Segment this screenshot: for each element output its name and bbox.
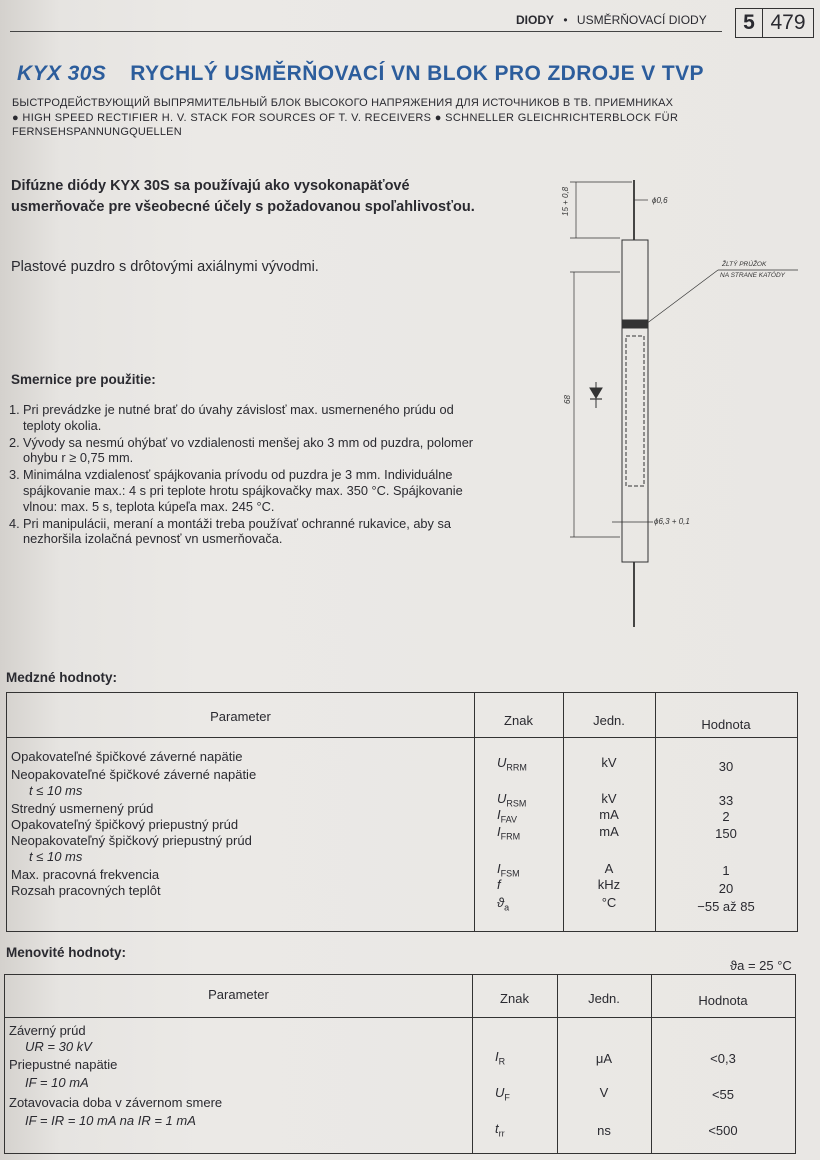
- limits-header-unit: Jedn.: [593, 713, 625, 728]
- ratings-header-value: Hodnota: [698, 993, 748, 1008]
- ratings-header-symbol: Znak: [500, 991, 529, 1006]
- ratings-value: <500: [708, 1123, 738, 1138]
- limits-unit: A: [604, 861, 614, 876]
- limits-value: −55 až 85: [697, 899, 755, 914]
- stripe-label-1: ŽLTÝ PRÚŽOK: [722, 261, 767, 268]
- running-header: [516, 13, 707, 27]
- header-section: DIODY: [516, 13, 555, 27]
- ratings-symbol: $I_R$: [495, 1049, 506, 1067]
- page-title: [17, 62, 704, 86]
- page-number: 479: [762, 8, 814, 38]
- limits-unit: kV: [601, 755, 617, 770]
- limits-value: 33: [718, 793, 734, 808]
- ratings-unit: μA: [595, 1051, 613, 1066]
- limits-param: Neopakovateľné špičkové záverné napätie: [11, 767, 257, 782]
- subtitle-russian: БЫСТРОДЕЙСТВУЮЩИЙ ВЫПРЯМИТЕЛЬНЫЙ БЛОК ВЫСОКОГО НАПРЯЖЕНИЯ ДЛЯ ИСТОЧНИКОВ В ТВ. ПРИЕМНИКАХ: [12, 97, 674, 109]
- package-description: Plastové puzdro s drôtovými axiálnymi vývodmi.: [11, 259, 319, 275]
- limits-value: 30: [718, 759, 734, 774]
- limits-param: Rozsah pracovných teplôt: [11, 883, 161, 898]
- ratings-param: Zotavovacia doba v závernom smere: [9, 1095, 223, 1110]
- limits-unit: °C: [601, 895, 617, 910]
- header-rule: [10, 31, 722, 32]
- ratings-param: Záverný prúd: [9, 1023, 86, 1038]
- limits-symbol: $I_{FAV}$: [497, 807, 517, 825]
- guideline-item: 2. Vývody sa nesmú ohýbať vo vzdialenosti menšej ako 3 mm od puzdra, polomer ohybu r ≥ 0,75 mm.: [9, 434, 474, 466]
- ratings-symbol: $U_F$: [495, 1085, 510, 1103]
- limits-symbol: $U_{RRM}$: [497, 755, 527, 773]
- ratings-header-param: Parameter: [208, 987, 269, 1002]
- limits-param: t ≤ 10 ms: [29, 849, 83, 864]
- guideline-item: 4. Pri manipulácii, meraní a montáži treba používať ochranné rukavice, aby sa nezhoršila izolačná pevnosť vn usmerňovača.: [9, 515, 452, 547]
- ratings-title: Menovité hodnoty:: [6, 945, 126, 960]
- limits-param: Neopakovateľný špičkový priepustný prúd: [11, 833, 252, 848]
- limits-param: Stredný usmernený prúd: [11, 801, 154, 816]
- chapter-number: 5: [735, 8, 763, 38]
- stripe-label-2: NA STRANE KATÓDY: [720, 272, 786, 279]
- limits-header-symbol: Znak: [504, 713, 533, 728]
- limits-unit: mA: [599, 824, 619, 839]
- ratings-param: IF = IR = 10 mA na IR = 1 mA: [25, 1113, 196, 1128]
- dim-wire-diameter: ϕ0,6: [652, 196, 668, 205]
- limits-title: Medzné hodnoty:: [6, 670, 117, 685]
- device-code: KYX 30S: [17, 62, 107, 85]
- limits-symbol: $ϑ_a$: [497, 895, 510, 913]
- ratings-param: UR = 30 kV: [25, 1039, 92, 1054]
- subtitle-german-cont: FERNSEHSPANNUNGQUELLEN: [12, 126, 182, 138]
- limits-table: [6, 692, 798, 932]
- limits-symbol: $U_{RSM}$: [497, 791, 527, 809]
- ratings-param: Priepustné napätie: [9, 1057, 118, 1072]
- limits-value: 2: [722, 809, 730, 824]
- ratings-symbol: $t_{rr}$: [495, 1121, 505, 1139]
- ratings-header-unit: Jedn.: [588, 991, 620, 1006]
- header-bullet: •: [563, 13, 568, 27]
- ratings-unit: ns: [597, 1123, 611, 1138]
- limits-value: 20: [718, 881, 734, 896]
- limits-symbol: $I_{FSM}$: [497, 861, 520, 879]
- ratings-value: <55: [711, 1087, 735, 1102]
- limits-unit: mA: [599, 807, 619, 822]
- dim-body-diameter: ϕ6,3 + 0,1: [654, 517, 690, 526]
- ratings-table: [4, 974, 796, 1154]
- ratings-unit: V: [599, 1085, 609, 1100]
- intro-paragraph: Difúzne diódy KYX 30S sa používajú ako vysokonapäťové usmerňovače pre všeobecné účely s požadovanou spoľahlivosťou.: [11, 178, 475, 215]
- ratings-param: IF = 10 mA: [25, 1075, 89, 1090]
- limits-header-param: Parameter: [210, 709, 271, 724]
- guideline-item: 3. Minimálna vzdialenosť spájkovania prívodu od puzdra je 3 mm. Individuálne spájkovanie max.: 4 s pri teplote hrotu spájkovačky max. 350 °C. Spájkovanie vlnou: max. 5 s, teplota kúpeľa max. 245 °C.: [9, 467, 463, 514]
- dim-lead-length: 15 + 0,8: [561, 186, 570, 216]
- limits-param: Opakovateľný špičkový priepustný prúd: [11, 817, 239, 832]
- guidelines-title: Smernice pre použitie:: [11, 372, 156, 387]
- limits-param: Opakovateľné špičkové záverné napätie: [11, 749, 243, 764]
- ratings-value: <0,3: [710, 1051, 736, 1066]
- guidelines-list: [9, 402, 487, 548]
- package-drawing: [548, 172, 808, 642]
- limits-value: 150: [715, 826, 737, 841]
- ratings-condition: ϑa = 25 °C: [730, 958, 792, 973]
- limits-header-value: Hodnota: [701, 717, 751, 732]
- dim-body-length: 68: [563, 395, 572, 404]
- guideline-item: 1. Pri prevádzke je nutné brať do úvahy závislosť max. usmerneného prúdu od teploty okolia.: [9, 402, 454, 433]
- limits-unit: kHz: [597, 877, 621, 892]
- limits-unit: kV: [601, 791, 617, 806]
- header-subsection: USMĚRŇOVACÍ DIODY: [576, 13, 707, 27]
- limits-symbol: f: [497, 877, 501, 892]
- limits-param: t ≤ 10 ms: [29, 783, 83, 798]
- limits-value: 1: [722, 863, 730, 878]
- limits-param: Max. pracovná frekvencia: [11, 867, 160, 882]
- device-name: RYCHLÝ USMĚRŇOVACÍ VN BLOK PRO ZDROJE V TVP: [130, 62, 704, 85]
- limits-symbol: $I_{FRM}$: [497, 824, 521, 842]
- subtitle-english-german: ● HIGH SPEED RECTIFIER H. V. STACK FOR SOURCES OF T. V. RECEIVERS ● SCHNELLER GLEICHRICHTERBLOCK FÜR: [12, 112, 679, 124]
